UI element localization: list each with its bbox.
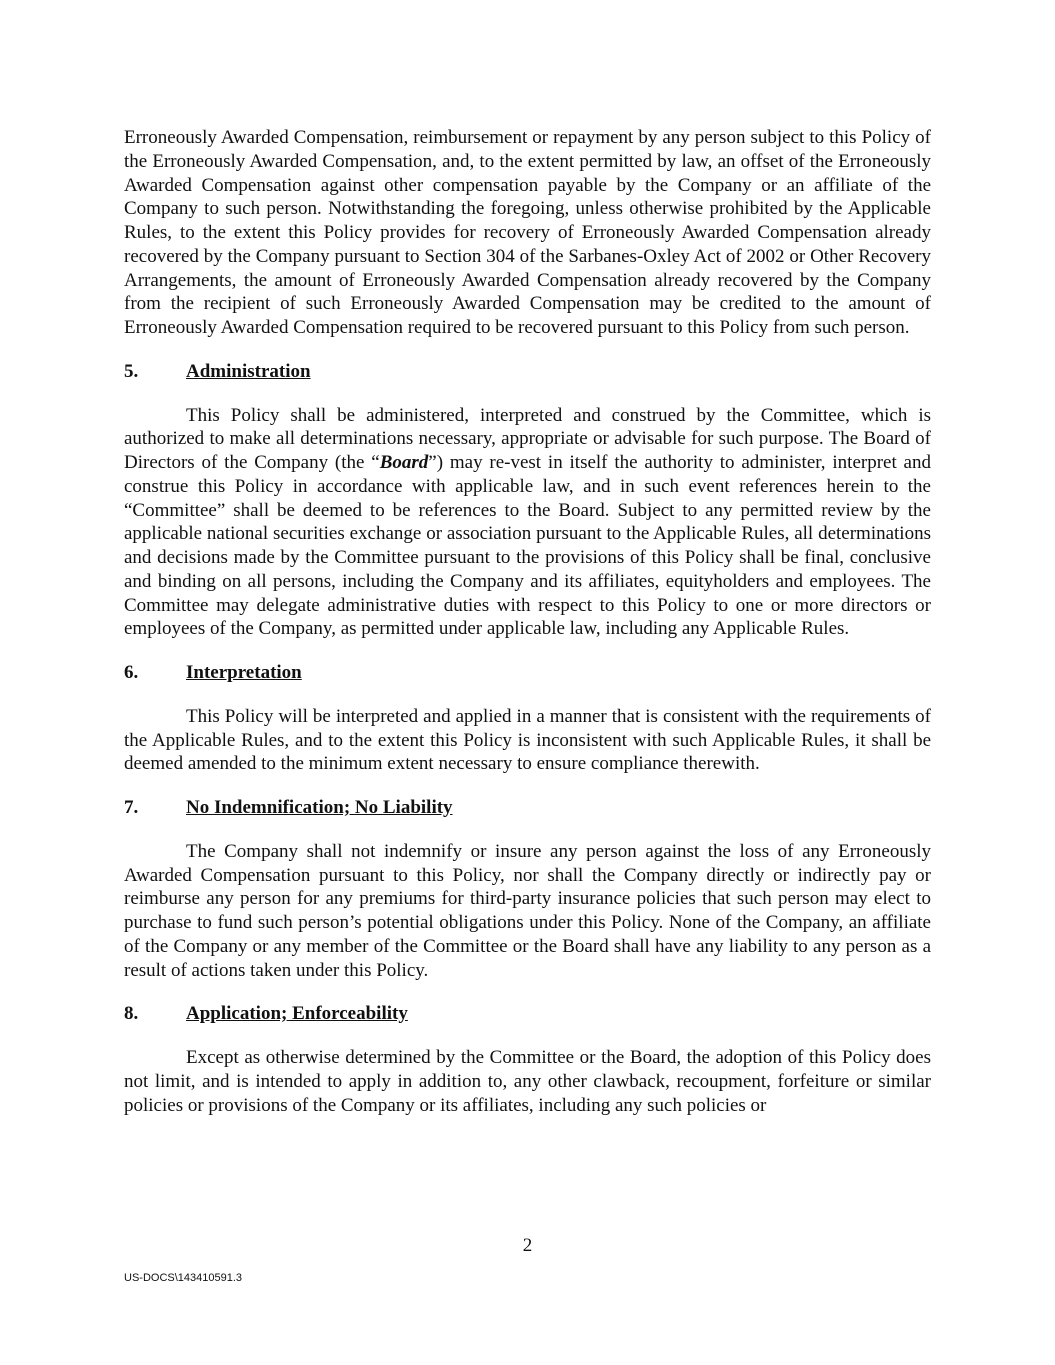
section-heading-application <box>124 1002 931 1026</box>
document-body <box>124 126 931 1117</box>
section-number: 6. <box>124 662 139 683</box>
section-title: Interpretation <box>186 662 302 683</box>
section-paragraph-interpretation: This Policy will be interpreted and applied in a manner that is consistent with the requirements of the Applicable Rules, and to the extent this Policy is inconsistent with such Applicable Rules, it shall be deemed amended to the minimum extent necessary to ensure compliance therewith. <box>124 705 931 775</box>
section-number: 8. <box>124 1003 139 1025</box>
section-heading-interpretation <box>124 661 931 685</box>
section-heading-administration <box>124 360 931 384</box>
section-title: No Indemnification; No Liability <box>186 797 453 818</box>
defined-term-board: Board <box>379 452 429 473</box>
section-number: 7. <box>124 797 139 818</box>
section-title: Administration <box>186 360 311 382</box>
section-paragraph-application: Except as otherwise determined by the Committee or the Board, the adoption of this Policy does not limit, and is intended to apply in addition to, any other clawback, recoupment, forfeiture or similar policies or provisions of the Company or its affiliates, including any such policies or <box>124 1047 931 1116</box>
paragraph-text: ”) may re-vest in itself the authority to administer, interpret and construe this Policy in accordance with applicable law, and in such event references herein to the “Committee” shall be deemed to be references to the Board. Subject to any permitted review by the applicable national securities exchange or association pursuant to the Applicable Rules, all determinations and decisions made by the Committee pursuant to the provisions of this Policy shall be final, conclusive and binding on all persons, including the Company and its affiliates, equityholders and employees. The Committee may delegate administrative duties with respect to this Policy to one or more directors or employees of the Company, as permitted under applicable law, including any Applicable Rules. <box>124 452 931 640</box>
section-title: Application; Enforceability <box>186 1003 408 1025</box>
section-paragraph-administration <box>124 404 931 642</box>
document-id: US-DOCS\143410591.3 <box>124 1272 243 1284</box>
paragraph-text: This Policy shall be administered, interpreted and construed by the Committee, which is authorized to make all determinations necessary, appropriate or advisable for such purpose. The Board of Directors of the Company (the “ <box>124 404 931 473</box>
section-number: 5. <box>124 360 139 382</box>
section-paragraph-no-indemnification: The Company shall not indemnify or insure any person against the loss of any Erroneously Awarded Compensation pursuant to this Policy, nor shall the Company directly or indirectly pay or reimburse any person for any premiums for third-party insurance policies that such person may elect to purchase to fund such person’s potential obligations under this Policy. None of the Company, an affiliate of the Company or any member of the Committee or the Board shall have any liability to any person as a result of actions taken under this Policy. <box>124 840 931 981</box>
intro-paragraph: Erroneously Awarded Compensation, reimbursement or repayment by any person subject to this Policy of the Erroneously Awarded Compensation, and, to the extent permitted by law, an offset of the Erroneously Awarded Compensation against other compensation payable by the Company or an affiliate of the Company to such person. Notwithstanding the foregoing, unless otherwise prohibited by the Applicable Rules, to the extent this Policy provides for recovery of Erroneously Awarded Compensation already recovered by the Company pursuant to Section 304 of the Sarbanes-Oxley Act of 2002 or Other Recovery Arrangements, the amount of Erroneously Awarded Compensation already recovered by the Company from the recipient of such Erroneously Awarded Compensation may be credited to the amount of Erroneously Awarded Compensation required to be recovered pursuant to this Policy from such person. <box>124 127 931 338</box>
section-heading-no-indemnification <box>124 796 931 820</box>
page-number: 2 <box>522 1235 533 1256</box>
